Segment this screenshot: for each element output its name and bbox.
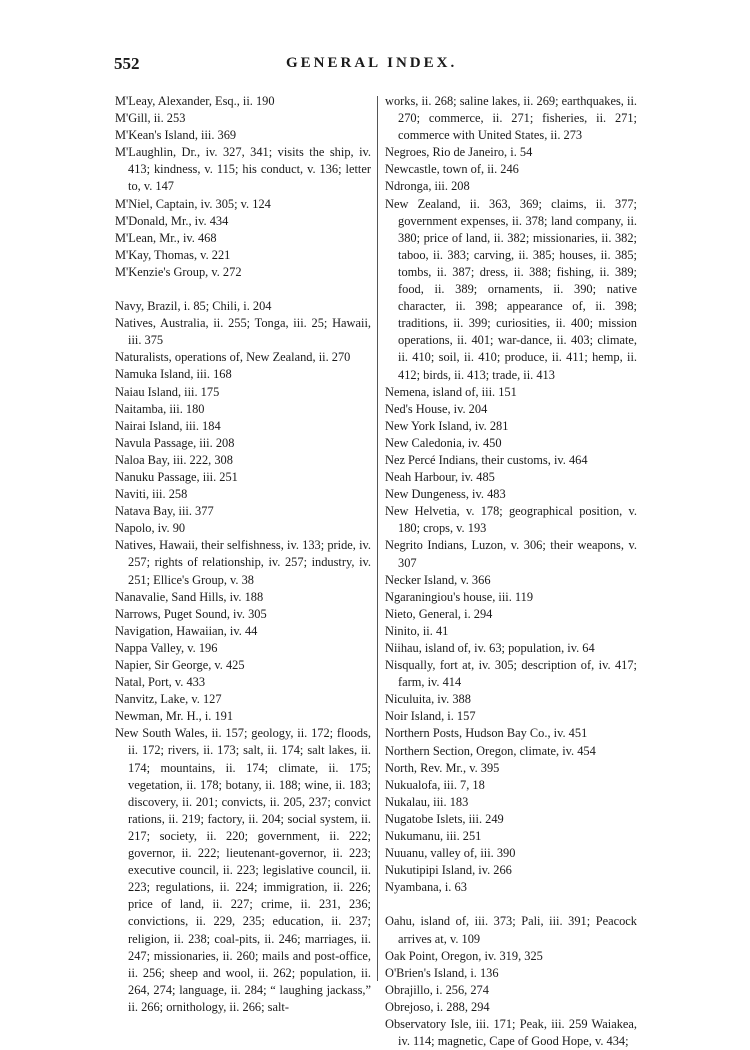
index-entry: Natal, Port, v. 433: [115, 675, 206, 690]
index-entry: Nukualofa, iii. 7, 18: [385, 777, 485, 792]
index-entry: Napier, Sir George, v. 425: [115, 658, 245, 672]
index-entry: Nairai Island, iii. 184: [115, 418, 221, 433]
index-entry: Nuuanu, valley of, iii. 390: [385, 846, 516, 861]
index-entry: Newcastle, town of, ii. 246: [385, 162, 519, 177]
index-entry: Nez Percé Indians, their customs, iv. 464: [385, 452, 588, 467]
index-entry: M'Lean, Mr., iv. 468: [115, 230, 217, 245]
index-entry: O'Brien's Island, i. 136: [385, 965, 499, 980]
index-entry: Natives, Australia, ii. 255; Tonga, iii. 25; Hawaii, iii. 375: [115, 316, 371, 348]
index-column-right: [385, 93, 637, 1050]
index-entry: Naturalists, operations of, New Zealand, ii. 270: [115, 350, 351, 365]
index-entry: Navigation, Hawaiian, iv. 44: [115, 623, 258, 638]
index-entry: Noir Island, i. 157: [385, 709, 476, 724]
index-entry: Natava Bay, iii. 377: [115, 504, 214, 519]
index-entry: Ninito, ii. 41: [385, 623, 449, 638]
index-entry: New York Island, iv. 281: [385, 418, 509, 433]
index-entry: Oak Point, Oregon, iv. 319, 325: [385, 948, 543, 963]
index-entry: M'Laughlin, Dr., iv. 327, 341; visits the ship, iv. 413; kindness, v. 115; his conduct, v. 136; letter to, v. 147: [115, 145, 371, 194]
index-entry: Nemena, island of, iii. 151: [385, 384, 517, 399]
column-divider: [377, 96, 378, 981]
index-entry: Natives, Hawaii, their selfishness, iv. 133; pride, iv. 257; rights of relationship, iv. 257; industry, iv. 251; Ellice's Group, v. 38: [115, 538, 371, 587]
index-entry: Naitamba, iii. 180: [115, 401, 205, 416]
index-entry: New Helvetia, v. 178; geographical position, v. 180; crops, v. 193: [385, 504, 637, 536]
index-entry: Neah Harbour, iv. 485: [385, 470, 495, 485]
index-entry: New Caledonia, iv. 450: [385, 435, 502, 450]
index-entry: Nukalau, iii. 183: [385, 794, 469, 809]
index-entry: Narrows, Puget Sound, iv. 305: [115, 606, 267, 621]
index-entry: Nanavalie, Sand Hills, iv. 188: [115, 589, 264, 604]
index-entry: Namuka Island, iii. 168: [115, 367, 232, 382]
index-entry: Necker Island, v. 366: [385, 572, 491, 587]
index-entry: Navula Passage, iii. 208: [115, 435, 235, 450]
index-entry: Nappa Valley, v. 196: [115, 640, 218, 655]
index-entry: Observatory Isle, iii. 171; Peak, iii. 259 Waiakea, iv. 114; magnetic, Cape of Good Hope, v. 434;: [385, 1016, 637, 1049]
index-entry: Obrejoso, i. 288, 294: [385, 999, 490, 1014]
index-entry: Newman, Mr. H., i. 191: [115, 709, 234, 724]
index-entry: Northern Section, Oregon, climate, iv. 454: [385, 743, 596, 758]
index-entry: Nukumanu, iii. 251: [385, 829, 482, 844]
index-entry: works, ii. 268; saline lakes, ii. 269; earthquakes, ii. 270; commerce, ii. 271; fisheries, ii. 271; commerce with United States, ii. 273: [385, 94, 637, 143]
index-entry: North, Rev. Mr., v. 395: [385, 760, 500, 775]
index-entry: Northern Posts, Hudson Bay Co., iv. 451: [385, 726, 588, 741]
index-entry: Oahu, island of, iii. 373; Pali, iii. 391; Peacock arrives at, v. 109: [385, 914, 637, 946]
index-entry: New Dungeness, iv. 483: [385, 487, 506, 502]
index-entry: Nisqually, fort at, iv. 305; description of, iv. 417; farm, iv. 414: [385, 658, 637, 690]
index-entry: Ned's House, iv. 204: [385, 401, 488, 416]
index-entry: Navy, Brazil, i. 85; Chili, i. 204: [115, 299, 272, 314]
index-entry: Nukutipipi Island, iv. 266: [385, 863, 512, 878]
index-entry: Naloa Bay, iii. 222, 308: [115, 452, 233, 467]
index-entry: Napolo, iv. 90: [115, 521, 186, 536]
page-number: 552: [114, 54, 140, 73]
index-entry: Nanuku Passage, iii. 251: [115, 469, 238, 484]
index-entry: Niculuita, iv. 388: [385, 692, 471, 707]
section-gap: [115, 281, 371, 298]
index-entry: Negroes, Rio de Janeiro, i. 54: [385, 145, 533, 160]
index-entry: Naiau Island, iii. 175: [115, 384, 220, 399]
index-entry: Nanvitz, Lake, v. 127: [115, 692, 222, 707]
index-entry: Naviti, iii. 258: [115, 487, 188, 502]
index-entry: M'Niel, Captain, iv. 305; v. 124: [115, 196, 271, 211]
index-entry: Nugatobe Islets, iii. 249: [385, 811, 504, 826]
index-entry: Ndronga, iii. 208: [385, 179, 470, 194]
index-entry: Nieto, General, i. 294: [385, 606, 493, 621]
index-entry: Niihau, island of, iv. 63; population, iv. 64: [385, 641, 595, 655]
index-entry: M'Kay, Thomas, v. 221: [115, 247, 231, 262]
index-entry: New Zealand, ii. 363, 369; claims, ii. 377; government expenses, ii. 378; land company, ii. 380; price of land, ii. 382; missionaries, ii. 382; taboo, ii. 383; carving, ii. 385; houses, ii. 385; tombs, ii. 387; dress, ii. 388; fishing, ii. 389; food, ii. 389; ornaments, ii. 390; native character, ii. 398; appearance of, ii. 398; traditions, ii. 399; curiosities, ii. 400; mission operations, ii. 401; war-dance, ii. 403; climate, ii. 410; soil, ii. 410; produce, ii. 411; hemp, ii. 412; birds, ii. 413; trade, ii. 413: [385, 196, 637, 382]
running-head: GENERAL INDEX.: [286, 55, 458, 71]
index-entry: M'Gill, ii. 253: [115, 111, 186, 126]
index-entry: M'Kean's Island, iii. 369: [115, 128, 237, 143]
section-gap: [385, 896, 637, 913]
index-entry: Nyambana, i. 63: [385, 880, 467, 895]
index-entry: Negrito Indians, Luzon, v. 306; their weapons, v. 307: [385, 538, 637, 570]
index-entry: New South Wales, ii. 157; geology, ii. 172; floods, ii. 172; rivers, ii. 173; salt, ii. 174; salt lakes, ii. 174; mountains, ii. 174; climate, ii. 175; vegetation, ii. 178; botany, ii. 188; wine, ii. 183; discovery, ii. 201; convicts, ii. 205, 237; convict rations, ii. 219; factory, ii. 204; social system, ii. 217; society, ii. 220; government, ii. 222; governor, ii. 222; lieutenant-governor, ii. 223; executive council, ii. 223; legislative council, ii. 223; regulations, ii. 224; immigration, ii. 226; price of land, ii. 227; crime, ii. 231, 236; convictions, ii. 229, 235; education, ii. 237; religion, ii. 238; coal-pits, ii. 246; marriages, ii. 247; missionaries, ii. 260; mails and post-office, ii. 256; sheep and wool, ii. 262; population, ii. 264, 274; language, ii. 284; “ laughing jackass,” ii. 266; ornithology, ii. 266; salt-: [115, 726, 371, 1014]
index-entry: M'Kenzie's Group, v. 272: [115, 264, 242, 279]
index-entry: Obrajillo, i. 256, 274: [385, 982, 489, 997]
index-column-left: [115, 93, 371, 1016]
index-entry: M'Leay, Alexander, Esq., ii. 190: [115, 94, 275, 108]
index-entry: M'Donald, Mr., iv. 434: [115, 213, 229, 228]
index-entry: Ngaraningiou's house, iii. 119: [385, 589, 534, 604]
